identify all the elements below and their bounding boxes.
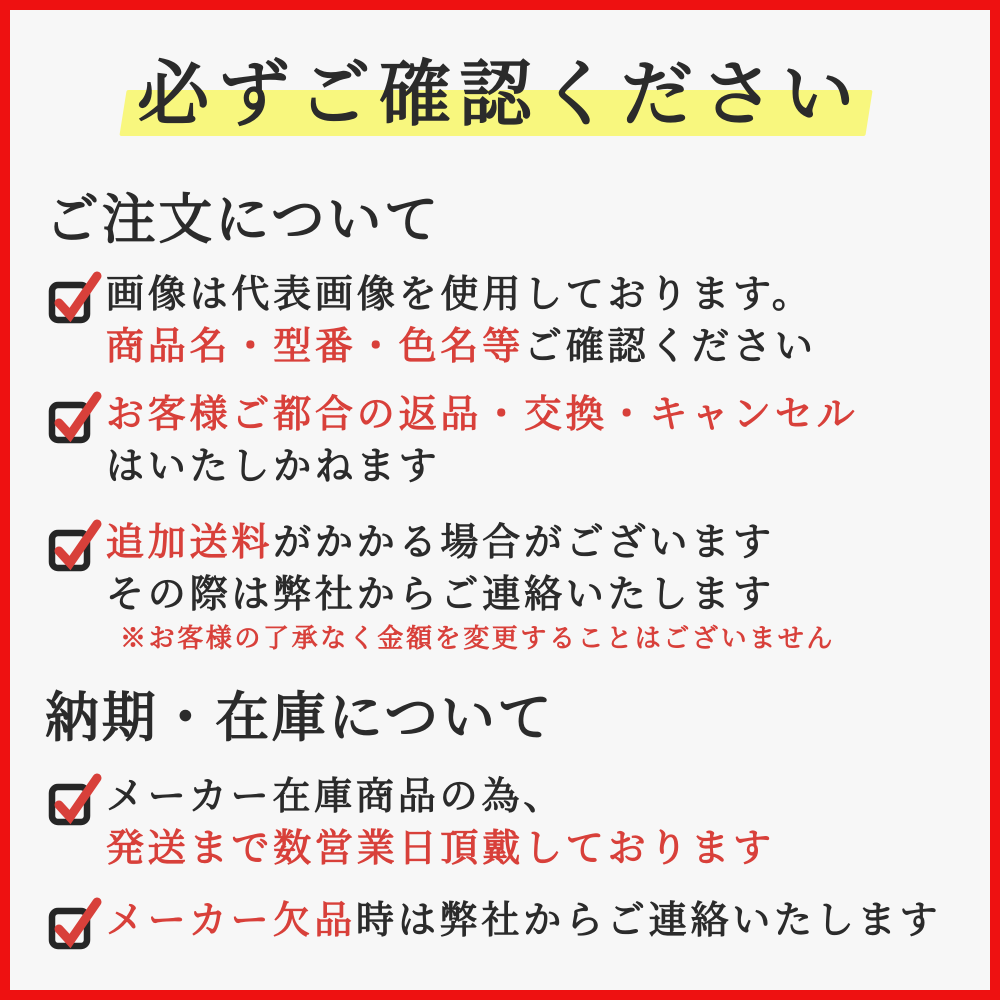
- item-line: [106, 388, 858, 440]
- text-run-black: はいたしかねます: [106, 443, 441, 488]
- item-note-line: [106, 620, 835, 658]
- item-line: [106, 770, 775, 822]
- item-text: [106, 770, 775, 874]
- text-run-black: がかかる場合がございます: [273, 519, 775, 564]
- text-run-red: 追加送料: [106, 519, 274, 564]
- text-run-black: メーカー在庫商品の為、: [106, 773, 566, 818]
- item-line: [106, 320, 817, 372]
- text-run-red: 発送まで数営業日頂戴しております: [106, 825, 775, 870]
- checked-checkbox-icon: [48, 898, 98, 950]
- item-line: [106, 268, 817, 320]
- text-run-red: お客様ご都合の返品・交換・キャンセル: [106, 391, 859, 436]
- section-heading: 納期・在庫について: [45, 685, 555, 749]
- item-text: [106, 268, 817, 372]
- checked-checkbox-icon: [48, 520, 98, 572]
- page-title: [137, 46, 863, 142]
- page-title-row: [10, 46, 990, 142]
- item-line: [106, 516, 835, 568]
- checked-checkbox-icon: [48, 392, 98, 444]
- checklist-item: [48, 268, 990, 372]
- checked-checkbox-icon: [48, 272, 98, 324]
- checklist-item: [48, 516, 990, 658]
- item-text: [106, 516, 835, 658]
- item-line: [106, 894, 941, 946]
- text-run-black: 時は弊社からご連絡いたします: [356, 897, 942, 942]
- text-run-black: 画像は代表画像を使用しております。: [106, 271, 814, 316]
- item-line: [106, 568, 835, 620]
- text-run-red: メーカー欠品: [106, 897, 357, 942]
- checklist-item: [48, 388, 990, 492]
- checklist-item: [48, 894, 990, 950]
- text-run-black: その際は弊社からご連絡いたします: [106, 571, 775, 616]
- item-text: [106, 388, 858, 492]
- page-title-text: 必ずご確認ください: [137, 51, 863, 136]
- text-run-red: ※お客様の了承なく金額を変更することはございません: [120, 624, 836, 654]
- item-line: [106, 822, 775, 874]
- text-run-black: ご確認ください: [524, 323, 817, 368]
- section-heading: ご注文について: [45, 187, 441, 251]
- notice-content: [10, 188, 990, 950]
- checklist-item: [48, 770, 990, 874]
- checked-checkbox-icon: [48, 774, 98, 826]
- text-run-red: 商品名・型番・色名等: [106, 323, 525, 368]
- item-text: [106, 894, 941, 946]
- item-line: [106, 440, 858, 492]
